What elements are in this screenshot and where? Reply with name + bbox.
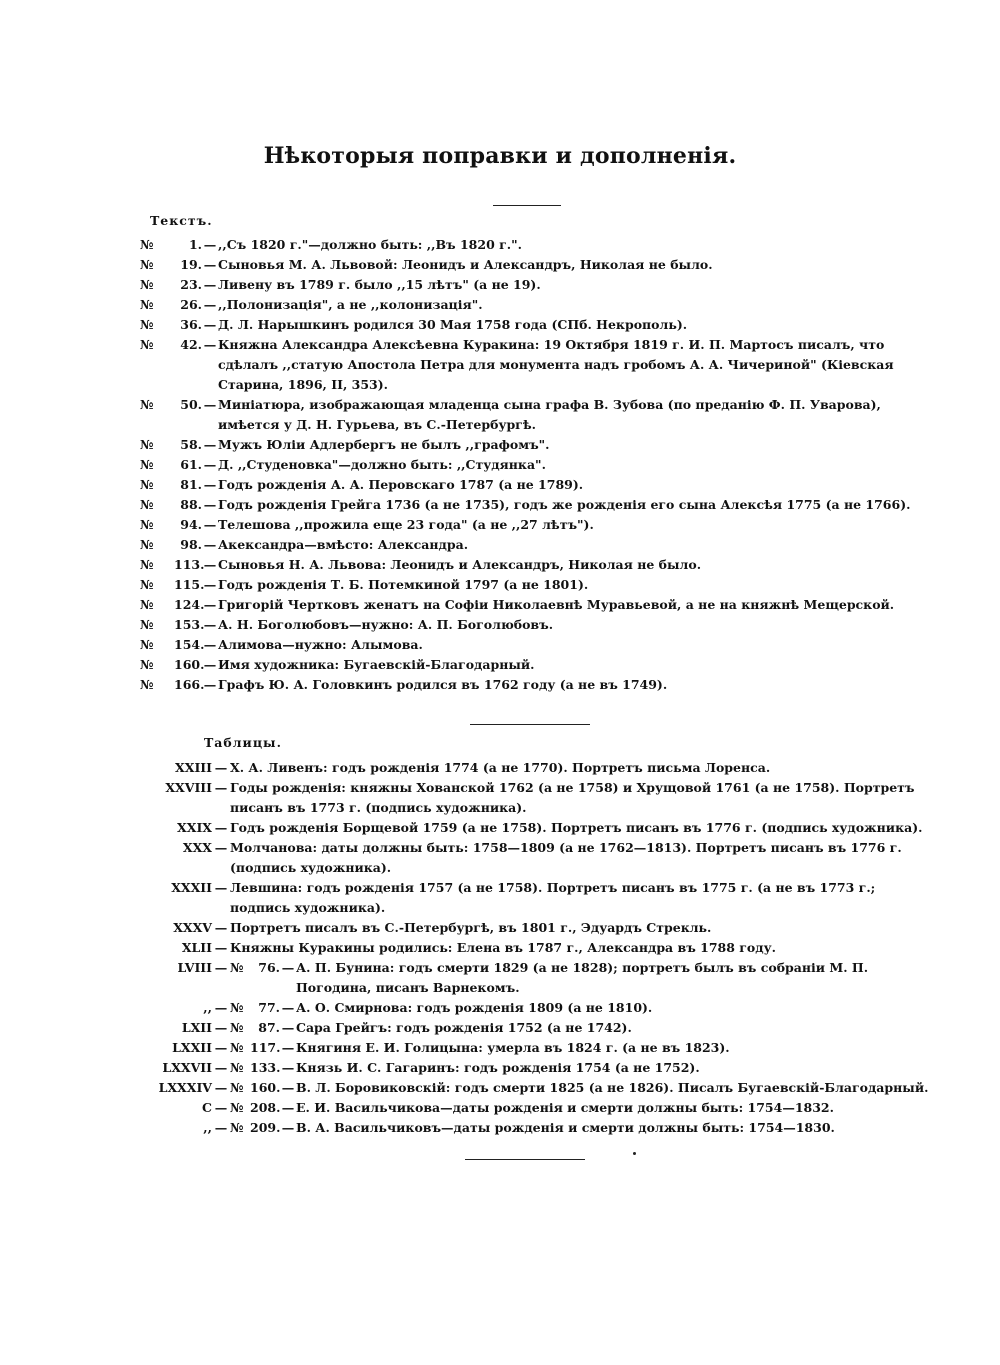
- correction-text: А. П. Бунина: годъ смерти 1829 (а не 1828); портретъ былъ въ собраніи М. П. Погодина, писанъ Варнекомъ.: [296, 960, 869, 995]
- em-dash: —: [214, 840, 228, 855]
- em-dash: —: [203, 257, 217, 272]
- number-sign: №: [230, 1040, 244, 1055]
- sub-reference: [230, 1098, 296, 1118]
- sub-reference: [230, 1058, 296, 1078]
- correction-text: Княжны Куракины родились: Елена въ 1787 г., Александра въ 1788 году.: [230, 940, 776, 955]
- plate-number: XXXII: [171, 880, 212, 895]
- text-correction-row: [140, 515, 930, 535]
- em-dash: —: [203, 517, 217, 532]
- number-sign: №: [140, 337, 154, 352]
- correction-text: Телешова ,,прожила еще 23 года" (а не ,,27 лѣтъ").: [218, 517, 594, 532]
- plate-number: LXXVII: [162, 1060, 212, 1075]
- plate-correction-row: [130, 818, 930, 838]
- text-correction-row: [140, 275, 930, 295]
- entry-number: 113.: [174, 557, 205, 572]
- em-dash: —: [214, 1000, 228, 1015]
- number-sign: №: [140, 617, 154, 632]
- number-sign: №: [230, 960, 244, 975]
- plate-correction-row: [130, 1118, 930, 1138]
- number-sign: №: [140, 577, 154, 592]
- text-correction-row: [140, 395, 930, 435]
- correction-text: Молчанова: даты должны быть: 1758—1809 (а не 1762—1813). Портретъ писанъ въ 1776 г. (подпись художника).: [230, 840, 902, 875]
- em-dash: —: [203, 297, 217, 312]
- sub-reference: [230, 1078, 296, 1098]
- plate-number: XXVIII: [165, 780, 212, 795]
- entry-number: 160.: [174, 657, 205, 672]
- plate-number: XXIII: [175, 760, 212, 775]
- correction-text: Акександра—вмѣсто: Александра.: [218, 537, 469, 552]
- correction-text: ,,Полонизація", а не ,,колонизація".: [218, 297, 483, 312]
- section-divider: [470, 724, 590, 725]
- em-dash: —: [281, 1060, 295, 1075]
- number-sign: №: [230, 1120, 244, 1135]
- number-sign: №: [140, 457, 154, 472]
- entry-number: 19.: [180, 257, 202, 272]
- correction-text: Годъ рожденія Борщевой 1759 (а не 1758). Портретъ писанъ въ 1776 г. (подпись художника).: [230, 820, 923, 835]
- number-sign: №: [140, 677, 154, 692]
- number-sign: №: [140, 637, 154, 652]
- text-correction-row: [140, 255, 930, 275]
- text-correction-row: [140, 295, 930, 315]
- correction-text: Княжна Александра Алексѣевна Куракина: 19 Октября 1819 г. И. П. Мартосъ писалъ, что сдѣлалъ ,,статую Апостола Петра для монумента надъ гробомъ А. А. Чичериной" (Кіевская Старина, 1896, II, 353).: [218, 337, 894, 392]
- text-correction-row: [140, 675, 930, 695]
- plate-number: C: [202, 1100, 212, 1115]
- em-dash: —: [203, 617, 217, 632]
- plate-number: XLII: [181, 940, 212, 955]
- number-sign: №: [140, 557, 154, 572]
- number-sign: №: [230, 1080, 244, 1095]
- plate-correction-row: [130, 998, 930, 1018]
- page-title: Нѣкоторыя поправки и дополненія.: [263, 143, 737, 169]
- number-sign: №: [140, 437, 154, 452]
- tables-section-heading: Таблицы.: [204, 735, 282, 750]
- correction-text: Князь И. С. Гагаринъ: годъ рожденія 1754 (а не 1752).: [296, 1060, 700, 1075]
- em-dash: —: [281, 1020, 295, 1035]
- plate-number: XXX: [182, 840, 212, 855]
- entry-number: 1.: [188, 237, 202, 252]
- correction-text: Годы рожденія: княжны Хованской 1762 (а не 1758) и Хрущовой 1761 (а не 1758). Портретъ писанъ въ 1773 г. (подпись художника).: [230, 780, 915, 815]
- em-dash: —: [203, 437, 217, 452]
- correction-text: Е. И. Васильчикова—даты рожденія и смерти должны быть: 1754—1832.: [296, 1100, 834, 1115]
- text-correction-row: [140, 315, 930, 335]
- entry-number: 50.: [180, 397, 202, 412]
- sub-reference: [230, 998, 296, 1018]
- text-correction-row: [140, 575, 930, 595]
- number-sign: №: [140, 597, 154, 612]
- entry-number: 133.: [250, 1060, 281, 1075]
- correction-text: Княгиня Е. И. Голицына: умерла въ 1824 г. (а не въ 1823).: [296, 1040, 730, 1055]
- entry-number: 117.: [250, 1040, 281, 1055]
- em-dash: —: [214, 780, 228, 795]
- text-correction-row: [140, 495, 930, 515]
- correction-text: Григорій Чертковъ женатъ на Софіи Николаевнѣ Муравьевой, а не на княжнѣ Мещерской.: [218, 597, 895, 612]
- sub-reference: [230, 958, 296, 998]
- text-correction-row: [140, 535, 930, 555]
- correction-text: Ливену въ 1789 г. было ,,15 лѣтъ" (а не 19).: [218, 277, 541, 292]
- end-divider: [465, 1159, 585, 1160]
- entry-number: 153.: [174, 617, 205, 632]
- plate-number: ,,: [203, 1120, 212, 1135]
- em-dash: —: [214, 940, 228, 955]
- plate-correction-row: [130, 938, 930, 958]
- em-dash: —: [203, 497, 217, 512]
- em-dash: —: [281, 1040, 295, 1055]
- correction-text: А. О. Смирнова: годъ рожденія 1809 (а не 1810).: [296, 1000, 653, 1015]
- em-dash: —: [203, 237, 217, 252]
- em-dash: —: [214, 1060, 228, 1075]
- entry-number: 94.: [180, 517, 202, 532]
- text-correction-row: [140, 475, 930, 495]
- number-sign: №: [230, 1100, 244, 1115]
- em-dash: —: [281, 960, 295, 975]
- entry-number: 76.: [258, 960, 280, 975]
- plate-correction-row: [130, 778, 930, 818]
- em-dash: —: [281, 1100, 295, 1115]
- plate-correction-row: [130, 1078, 930, 1098]
- number-sign: №: [140, 477, 154, 492]
- entry-number: 124.: [174, 597, 205, 612]
- ink-dot: [633, 1152, 636, 1155]
- em-dash: —: [214, 960, 228, 975]
- plate-number: XXIX: [177, 820, 212, 835]
- number-sign: №: [230, 1000, 244, 1015]
- sub-reference: [230, 1038, 296, 1058]
- entry-number: 154.: [174, 637, 205, 652]
- plate-correction-row: [130, 878, 930, 918]
- entry-number: 77.: [258, 1000, 280, 1015]
- text-correction-row: [140, 655, 930, 675]
- title-divider: [493, 205, 561, 206]
- em-dash: —: [203, 477, 217, 492]
- correction-text: Имя художника: Бугаевскій-Благодарный.: [218, 657, 535, 672]
- em-dash: —: [203, 637, 217, 652]
- plate-correction-row: [130, 838, 930, 878]
- number-sign: №: [140, 237, 154, 252]
- em-dash: —: [214, 880, 228, 895]
- em-dash: —: [203, 677, 217, 692]
- plate-number: LXII: [181, 1020, 212, 1035]
- correction-text: Годъ рожденія Т. Б. Потемкиной 1797 (а не 1801).: [218, 577, 589, 592]
- plate-correction-row: [130, 958, 930, 998]
- em-dash: —: [203, 337, 217, 352]
- entry-number: 88.: [180, 497, 202, 512]
- correction-text: Сыновья М. А. Львовой: Леонидъ и Александръ, Николая не было.: [218, 257, 713, 272]
- entry-number: 115.: [174, 577, 205, 592]
- correction-text: Х. А. Ливенъ: годъ рожденія 1774 (а не 1770). Портретъ письма Лоренса.: [230, 760, 771, 775]
- correction-text: Мужъ Юліи Адлербергъ не былъ ,,графомъ".: [218, 437, 550, 452]
- number-sign: №: [140, 277, 154, 292]
- plate-number: XXXV: [173, 920, 212, 935]
- em-dash: —: [203, 557, 217, 572]
- correction-text: Алимова—нужно: Алымова.: [218, 637, 423, 652]
- em-dash: —: [203, 277, 217, 292]
- entry-number: 36.: [180, 317, 202, 332]
- text-correction-row: [140, 615, 930, 635]
- em-dash: —: [214, 1120, 228, 1135]
- text-correction-row: [140, 555, 930, 575]
- number-sign: №: [140, 497, 154, 512]
- correction-text: Графъ Ю. А. Головкинъ родился въ 1762 году (а не въ 1749).: [218, 677, 668, 692]
- entry-number: 98.: [180, 537, 202, 552]
- plates-corrections-list: [130, 758, 930, 1138]
- entry-number: 58.: [180, 437, 202, 452]
- number-sign: №: [140, 257, 154, 272]
- plate-correction-row: [130, 1018, 930, 1038]
- plate-number: ,,: [203, 1000, 212, 1015]
- text-correction-row: [140, 455, 930, 475]
- entry-number: 208.: [250, 1100, 281, 1115]
- entry-number: 61.: [180, 457, 202, 472]
- number-sign: №: [230, 1020, 244, 1035]
- correction-text: Портретъ писалъ въ С.-Петербургѣ, въ 1801 г., Эдуардъ Стрекль.: [230, 920, 712, 935]
- em-dash: —: [214, 1040, 228, 1055]
- em-dash: —: [203, 537, 217, 552]
- entry-number: 26.: [180, 297, 202, 312]
- em-dash: —: [214, 1080, 228, 1095]
- text-correction-row: [140, 595, 930, 615]
- number-sign: №: [140, 297, 154, 312]
- number-sign: №: [140, 517, 154, 532]
- text-correction-row: [140, 235, 930, 255]
- sub-reference: [230, 1018, 296, 1038]
- entry-number: 209.: [250, 1120, 281, 1135]
- plate-number: LVIII: [177, 960, 212, 975]
- sub-reference: [230, 1118, 296, 1138]
- plate-correction-row: [130, 1038, 930, 1058]
- entry-number: 87.: [258, 1020, 280, 1035]
- correction-text: В. А. Васильчиковъ—даты рожденія и смерти должны быть: 1754—1830.: [296, 1120, 835, 1135]
- em-dash: —: [214, 1020, 228, 1035]
- text-correction-row: [140, 335, 930, 395]
- text-correction-row: [140, 435, 930, 455]
- correction-text: Левшина: годъ рожденія 1757 (а не 1758). Портретъ писанъ въ 1775 г. (а не въ 1773 г.; подпись художника).: [230, 880, 876, 915]
- em-dash: —: [214, 820, 228, 835]
- entry-number: 166.: [174, 677, 205, 692]
- em-dash: —: [281, 1000, 295, 1015]
- number-sign: №: [140, 317, 154, 332]
- em-dash: —: [214, 920, 228, 935]
- correction-text: Миніатюра, изображающая младенца сына графа В. Зубова (по преданію Ф. П. Уварова), имѣется у Д. Н. Гурьева, въ С.-Петербургѣ.: [218, 397, 881, 432]
- text-section-heading: Текстъ.: [150, 213, 213, 228]
- plate-correction-row: [130, 1058, 930, 1078]
- number-sign: №: [230, 1060, 244, 1075]
- entry-number: 81.: [180, 477, 202, 492]
- plate-correction-row: [130, 1098, 930, 1118]
- em-dash: —: [203, 317, 217, 332]
- entry-number: 42.: [180, 337, 202, 352]
- correction-text: Сыновья Н. А. Львова: Леонидъ и Александръ, Николая не было.: [218, 557, 702, 572]
- plate-correction-row: [130, 918, 930, 938]
- text-corrections-list: [140, 235, 930, 695]
- text-correction-row: [140, 635, 930, 655]
- correction-text: ,,Съ 1820 г."—должно быть: ,,Въ 1820 г.".: [218, 237, 522, 252]
- correction-text: Д. ,,Студеновка"—должно быть: ,,Студянка".: [218, 457, 546, 472]
- correction-text: Годъ рожденія А. А. Перовскаго 1787 (а не 1789).: [218, 477, 584, 492]
- em-dash: —: [203, 657, 217, 672]
- correction-text: А. Н. Боголюбовъ—нужно: А. П. Боголюбовъ.: [218, 617, 554, 632]
- plate-number: LXXXIV: [158, 1080, 212, 1095]
- number-sign: №: [140, 537, 154, 552]
- em-dash: —: [214, 1100, 228, 1115]
- correction-text: Д. Л. Нарышкинъ родился 30 Мая 1758 года (СПб. Некрополь).: [218, 317, 688, 332]
- em-dash: —: [203, 577, 217, 592]
- em-dash: —: [203, 597, 217, 612]
- number-sign: №: [140, 657, 154, 672]
- entry-number: 160.: [250, 1080, 281, 1095]
- correction-text: В. Л. Боровиковскій: годъ смерти 1825 (а не 1826). Писалъ Бугаевскій-Благодарный.: [296, 1080, 929, 1095]
- plate-correction-row: [130, 758, 930, 778]
- plate-number: LXXII: [172, 1040, 212, 1055]
- em-dash: —: [214, 760, 228, 775]
- em-dash: —: [281, 1120, 295, 1135]
- correction-text: Сара Грейгъ: годъ рожденія 1752 (а не 1742).: [296, 1020, 632, 1035]
- number-sign: №: [140, 397, 154, 412]
- em-dash: —: [203, 457, 217, 472]
- em-dash: —: [203, 397, 217, 412]
- entry-number: 23.: [180, 277, 202, 292]
- correction-text: Годъ рожденія Грейга 1736 (а не 1735), годъ же рожденія его сына Алексѣя 1775 (а не 1766).: [218, 497, 911, 512]
- em-dash: —: [281, 1080, 295, 1095]
